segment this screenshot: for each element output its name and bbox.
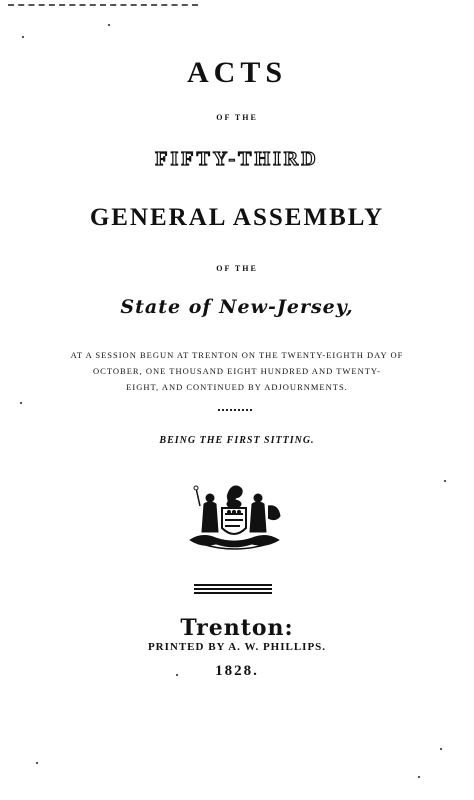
- double-divider: [194, 584, 272, 593]
- state-heading: State of New-Jersey,: [120, 296, 354, 318]
- short-divider: [218, 409, 252, 413]
- speck: [22, 36, 24, 38]
- speck: [20, 402, 22, 404]
- session-line-2: OCTOBER, ONE THOUSAND EIGHT HUNDRED AND TWENTY-: [93, 366, 381, 376]
- new-jersey-coat-of-arms-icon: [182, 482, 287, 554]
- place-of-printing: Trenton:: [180, 615, 294, 641]
- of-the-1: OF THE: [216, 113, 258, 122]
- assembly-heading: GENERAL ASSEMBLY: [89, 204, 385, 231]
- speck: [36, 762, 38, 764]
- session-description: [0, 347, 474, 395]
- sitting-line: BEING THE FIRST SITTING.: [159, 435, 315, 446]
- speck: [444, 480, 446, 482]
- speck: [176, 674, 178, 676]
- printer-line: PRINTED BY A. W. PHILLIPS.: [147, 641, 327, 653]
- speck: [418, 776, 420, 778]
- acts-heading: ACTS: [186, 56, 288, 89]
- of-the-2: OF THE: [216, 264, 258, 273]
- session-line-3: EIGHT, AND CONTINUED BY ADJOURNMENTS.: [126, 382, 348, 392]
- speck: [108, 24, 110, 26]
- session-line-1: AT A SESSION BEGUN AT TRENTON ON THE TWENTY-EIGHTH DAY OF: [70, 350, 404, 360]
- speck: [440, 748, 442, 750]
- top-dash-rule: [8, 4, 198, 14]
- ordinal-heading: FIFTY-THIRD: [155, 148, 319, 170]
- publication-year: 1828.: [215, 663, 259, 679]
